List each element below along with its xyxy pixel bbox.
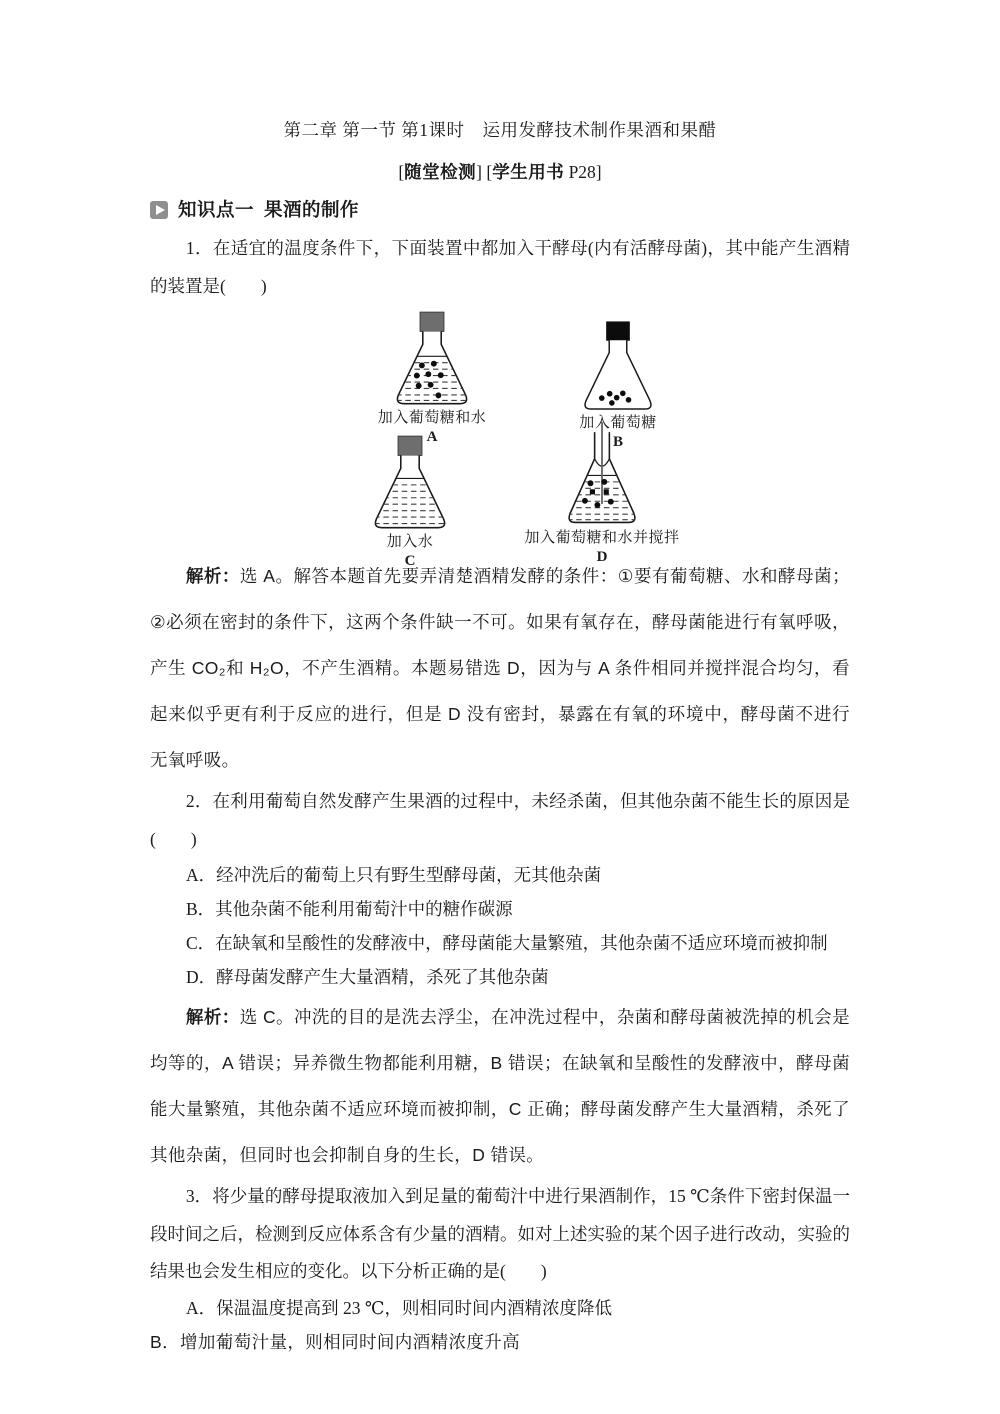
flask-a-diagram bbox=[386, 311, 478, 408]
flask-b-letter: B bbox=[612, 434, 623, 450]
analysis-label: 解析： bbox=[185, 1007, 240, 1027]
subtitle-line bbox=[150, 160, 850, 184]
question-2-stem: 2．在利用葡萄自然发酵产生果酒的过程中，未经杀菌，但其他杂菌不能生长的原因是( ) bbox=[150, 791, 850, 849]
option-c: C．在缺氧和呈酸性的发酵液中，酵母菌能大量繁殖，其他杂菌不适应环境而被抑制 bbox=[186, 933, 828, 953]
flask-c-group bbox=[342, 435, 478, 569]
flask-d-letter: D bbox=[596, 549, 608, 565]
flask-c-diagram bbox=[364, 435, 456, 532]
page-ref: P28] bbox=[564, 162, 602, 182]
flask-d-group bbox=[502, 421, 702, 565]
section-marker: 知识点一 bbox=[178, 199, 255, 220]
stopper-gray-icon bbox=[420, 312, 444, 331]
section-header bbox=[150, 198, 850, 222]
question-1-stem: 1．在适宜的温度条件下，下面装置中都加入干酵母(内有活酵母菌)，其中能产生酒精的装置是( ) bbox=[150, 238, 850, 296]
option-d: D．酵母菌发酵产生大量酒精，杀死了其他杂菌 bbox=[186, 967, 549, 987]
section-name: 果酒的制作 bbox=[264, 199, 360, 220]
analysis-label: 解析： bbox=[185, 566, 240, 586]
flask-d-label: 加入葡萄糖和水并搅拌 bbox=[524, 530, 680, 546]
question-2-analysis bbox=[150, 994, 850, 1178]
stopper-black-icon bbox=[607, 322, 630, 340]
flask-b-label: 加入葡萄糖 bbox=[579, 415, 657, 431]
play-icon bbox=[150, 201, 168, 219]
student-book-tag: 学生用书 bbox=[492, 162, 565, 182]
flask-a-label: 加入葡萄糖和水 bbox=[377, 410, 487, 426]
option-b: B．其他杂菌不能利用葡萄汁中的糖作碳源 bbox=[186, 899, 513, 919]
flask-a-group bbox=[348, 311, 516, 445]
page-title: 第二章 第一节 第1课时 运用发酵技术制作果酒和果醋 bbox=[283, 120, 717, 140]
subtitle-bracket-mid: ] [ bbox=[476, 162, 493, 182]
play-triangle-icon bbox=[156, 205, 165, 215]
stopper-gray-icon bbox=[398, 436, 422, 455]
question-3-option-b: B．增加葡萄汁量，则相同时间内酒精浓度升高 bbox=[150, 1331, 521, 1352]
flask-d-diagram bbox=[554, 421, 650, 528]
option-a: A．经冲洗后的葡萄上只有野生型酵母菌，无其他杂菌 bbox=[186, 865, 602, 885]
analysis-text: 选 C。冲洗的目的是洗去浮尘，在冲洗过程中，杂菌和酵母菌被洗掉的机会是均等的，A 错误；异养微生物都能利用糖，B 错误；在缺氧和呈酸性的发酵液中，酵母菌能大量繁殖，其他杂菌不适应环境而被抑制，C 正确；酵母菌发酵产生大量酒精，杀死了其他杂菌，但同时也会抑制自身的生长，D 错误。 bbox=[150, 1007, 851, 1165]
flask-a-letter: A bbox=[426, 429, 438, 445]
quiz-tag: 随堂检测 bbox=[404, 162, 477, 182]
question-2-options bbox=[150, 858, 850, 994]
question-1-analysis bbox=[150, 553, 850, 783]
flask-c-label: 加入水 bbox=[386, 534, 434, 550]
subtitle-bracket: [ bbox=[398, 162, 405, 182]
flask-figure bbox=[150, 307, 850, 569]
question-3-stem: 3．将少量的酵母提取液加入到足量的葡萄汁中进行果酒制作，15 ℃条件下密封保温一段时间之后，检测到反应体系含有少量的酒精。如对上述实验的某个因子进行改动，实验的结果也会发生相应的变化。以下分析正确的是( ) bbox=[150, 1186, 850, 1281]
flask-c-letter: C bbox=[404, 553, 416, 569]
question-3-option-a: A．保温温度提高到 23 ℃，则相同时间内酒精浓度降低 bbox=[186, 1297, 612, 1318]
flask-b-diagram bbox=[574, 321, 662, 413]
analysis-text: 选 A。解答本题首先要弄清楚酒精发酵的条件：①要有葡萄糖、水和酵母菌；②必须在密封的条件下，这两个条件缺一不可。如果有氧存在，酵母菌能进行有氧呼吸，产生 CO₂和 H₂O，不产生酒精。本题易错选 D，因为与 A 条件相同并搅拌混合均匀，看起来似乎更有利于反应的进行，但是 D 没有密封，暴露在有氧的环境中，酵母菌不进行无氧呼吸。 bbox=[150, 566, 850, 770]
